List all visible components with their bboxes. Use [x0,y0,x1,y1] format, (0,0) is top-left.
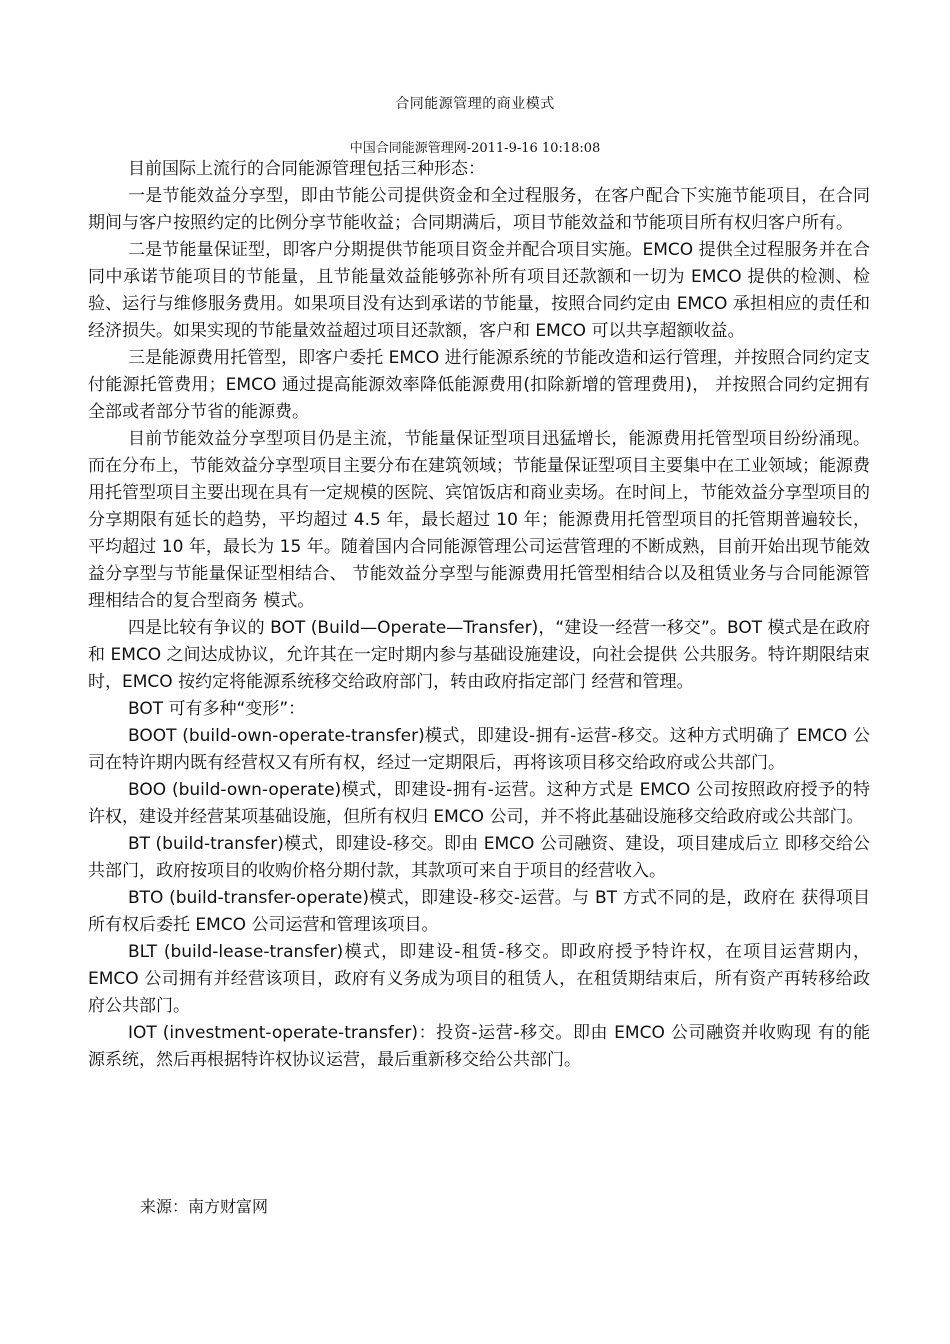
paragraph: BT (build-transfer)模式，即建设-移交。即由 EMCO 公司融资、建设，项目建成后立 即移交给公共部门，政府按项目的收购价格分期付款，其款项可来自于项目的经营收入。 [88,834,870,881]
paragraph: BLT (build-lease-transfer)模式，即建设-租赁-移交。即政府授予特许权，在项目运营期内，EMCO 公司拥有并经营该项目，政府有义务成为项目的租赁人，在租赁期结束后，所有资产再转移给政府公共部门。 [88,942,870,1016]
paragraph: BOT 可有多种“变形”： [128,699,306,719]
paragraph: 四是比较有争议的 BOT (Build—Operate—Transfer)，“建设一经营一移交”。BOT 模式是在政府和 EMCO 之间达成协议，允许其在一定时期内参与基础设施建设，向社会提供 公共服务。特许期限结束时，EMCO 按约定将能源系统移交给政府部门，转由政府指定部门 经营和管理。 [88,618,870,692]
paragraph: 目前国际上流行的合同能源管理包括三种形态： [128,159,485,179]
paragraph: 二是节能量保证型，即客户分期提供节能项目资金并配合项目实施。EMCO 提供全过程服务并在合同中承诺节能项目的节能量，且节能量效益能够弥补所有项目还款额和一切为 EMCO 提供的检测、检验、运行与维修服务费用。如果项目没有达到承诺的节能量，按照合同约定由 EMCO 承担相应的责任和经济损失。如果实现的节能量效益超过项目还款额，客户和 EMCO 可以共享超额收益。 [88,240,870,341]
paragraph: BOOT (build-own-operate-transfer)模式，即建设-拥有-运营-移交。这种方式明确了 EMCO 公司在特许期内既有经营权又有所有权，经过一定期限后，再将该项目移交给政府或公共部门。 [88,726,870,773]
paragraph: 三是能源费用托管型，即客户委托 EMCO 进行能源系统的节能改造和运行管理，并按照合同约定支付能源托管费用；EMCO 通过提高能源效率降低能源费用(扣除新增的管理费用)， 并按照合同约定拥有全部或者部分节省的能源费。 [88,348,870,422]
paragraph: IOT (investment-operate-transfer)：投资-运营-移交。即由 EMCO 公司融资并收购现 有的能源系统，然后再根据特许权协议运营，最后重新移交给公共部门。 [88,1023,870,1070]
document-title: 合同能源管理的商业模式 [395,96,555,112]
paragraph: 目前节能效益分享型项目仍是主流，节能量保证型项目迅猛增长，能源费用托管型项目纷纷涌现。而在分布上，节能效益分享型项目主要分布在建筑领域；节能量保证型项目主要集中在工业领域；能源费用托管型项目主要出现在具有一定规模的医院、宾馆饭店和商业卖场。在时间上，节能效益分享型项目的分享期限有延长的趋势，平均超过 4.5 年，最长超过 10 年；能源费用托管型项目的托管期普遍较长，平均超过 10 年，最长为 15 年。随着国内合同能源管理公司运营管理的不断成熟，目前开始出现节能效益分享型与节能量保证型相结合、 节能效益分享型与能源费用托管型相结合以及租赁业务与合同能源管理相结合的复合型商务 模式。 [88,429,870,611]
paragraph: BOO (build-own-operate)模式，即建设-拥有-运营。这种方式是 EMCO 公司按照政府授予的特许权，建设并经营某项基础设施，但所有权归 EMCO 公司，并不将此基础设施移交给政府或公共部门。 [88,780,870,827]
source-line: 来源：南方财富网 [140,1197,269,1216]
document-meta: 中国合同能源管理网-2011-9-16 10:18:08 [349,141,601,156]
paragraph: BTO (build-transfer-operate)模式，即建设-移交-运营。与 BT 方式不同的是，政府在 获得项目所有权后委托 EMCO 公司运营和管理该项目。 [88,888,870,935]
paragraph: 一是节能效益分享型，即由节能公司提供资金和全过程服务，在客户配合下实施节能项目，在合同期间与客户按照约定的比例分享节能收益；合同期满后，项目节能效益和节能项目所有权归客户所有。 [88,186,870,233]
document-body [88,156,870,1074]
